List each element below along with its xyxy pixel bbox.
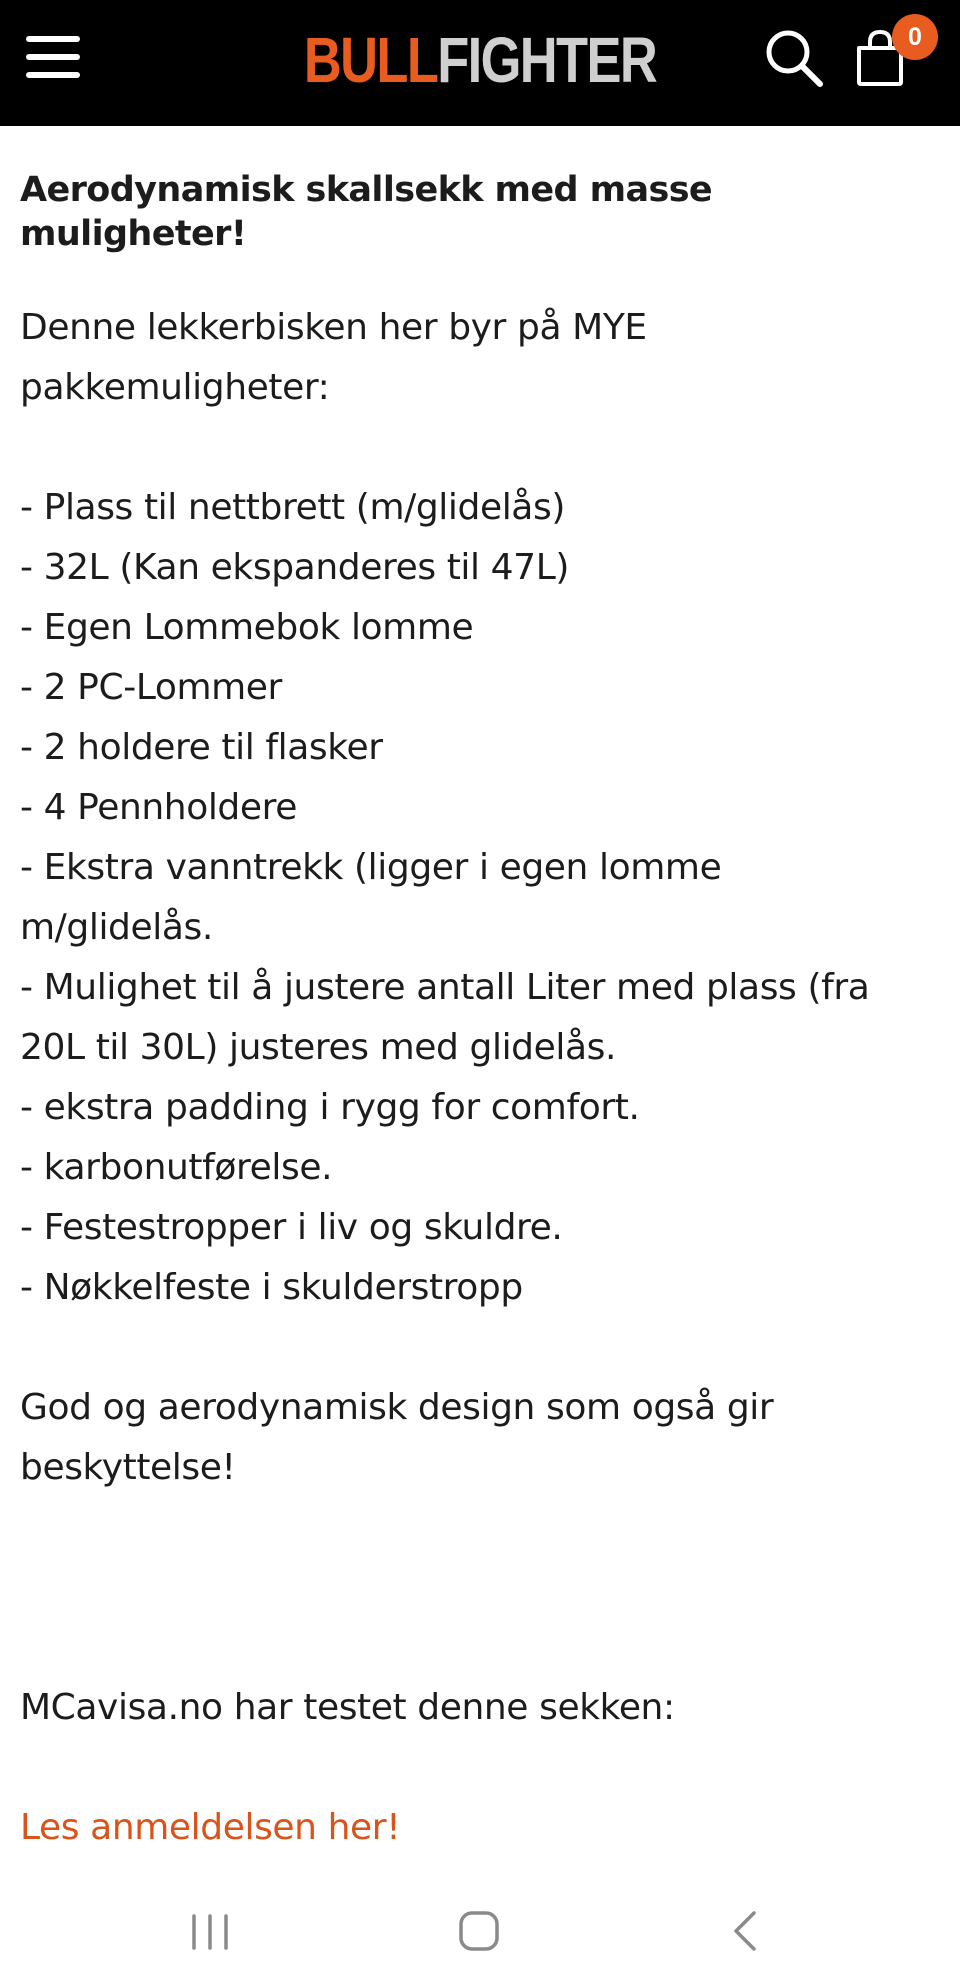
blank-line (20, 1558, 940, 1618)
top-navigation-bar (0, 0, 960, 126)
back-icon[interactable] (726, 1908, 766, 1954)
review-link[interactable]: Les anmeldelsen her! (20, 1807, 401, 1848)
feature-item: - Egen Lommebok lomme (20, 607, 474, 648)
feature-item: - Ekstra vanntrekk (ligger i egen lomme (20, 847, 722, 888)
review-intro-text: MCavisa.no har testet denne sekken: (20, 1687, 675, 1728)
feature-item: - karbonutførelse. (20, 1147, 333, 1188)
blank-line (20, 418, 940, 478)
blank-line (20, 1618, 940, 1678)
feature-item: - 32L (Kan ekspanderes til 47L) (20, 547, 569, 588)
search-icon[interactable] (762, 26, 826, 90)
feature-item: - Plass til nettbrett (m/glidelås) (20, 487, 565, 528)
intro-text: Denne lekkerbisken her byr på MYE (20, 307, 647, 348)
cart-count-badge[interactable]: 0 (892, 14, 938, 60)
recent-apps-icon[interactable] (188, 1910, 232, 1954)
feature-item: 20L til 30L) justeres med glidelås. (20, 1027, 617, 1068)
blank-line (20, 1498, 940, 1558)
menu-icon-line (26, 36, 80, 42)
menu-icon[interactable] (26, 34, 80, 80)
blank-line (20, 1318, 940, 1378)
logo-text-fighter: FIGHTER (437, 24, 657, 96)
logo-text-bull: BULL (303, 24, 438, 96)
home-icon[interactable] (456, 1908, 502, 1954)
feature-item: - ekstra padding i rygg for comfort. (20, 1087, 640, 1128)
description-body (20, 298, 940, 1858)
description-headline: Aerodynamisk skallsekk med masse muligheter! (20, 170, 713, 254)
menu-icon-line (26, 72, 80, 78)
feature-item: - 2 PC-Lommer (20, 667, 282, 708)
blank-line (20, 1738, 940, 1798)
intro-text: pakkemuligheter: (20, 367, 330, 408)
feature-item: - Nøkkelfeste i skulderstropp (20, 1267, 523, 1308)
feature-item: - 2 holdere til flasker (20, 727, 383, 768)
closing-text: God og aerodynamisk design som også gir (20, 1387, 774, 1428)
closing-text: beskyttelse! (20, 1447, 236, 1488)
brand-logo[interactable] (86, 22, 873, 98)
menu-icon-line (26, 54, 80, 60)
review-link-line (20, 1798, 940, 1858)
feature-item: - 4 Pennholdere (20, 787, 297, 828)
system-navigation-bar (0, 1880, 960, 1988)
feature-item: - Festestropper i liv og skuldre. (20, 1207, 563, 1248)
feature-item: - Mulighet til å justere antall Liter med plass (fra (20, 967, 870, 1008)
product-description (20, 126, 940, 1858)
feature-item: m/glidelås. (20, 907, 213, 948)
